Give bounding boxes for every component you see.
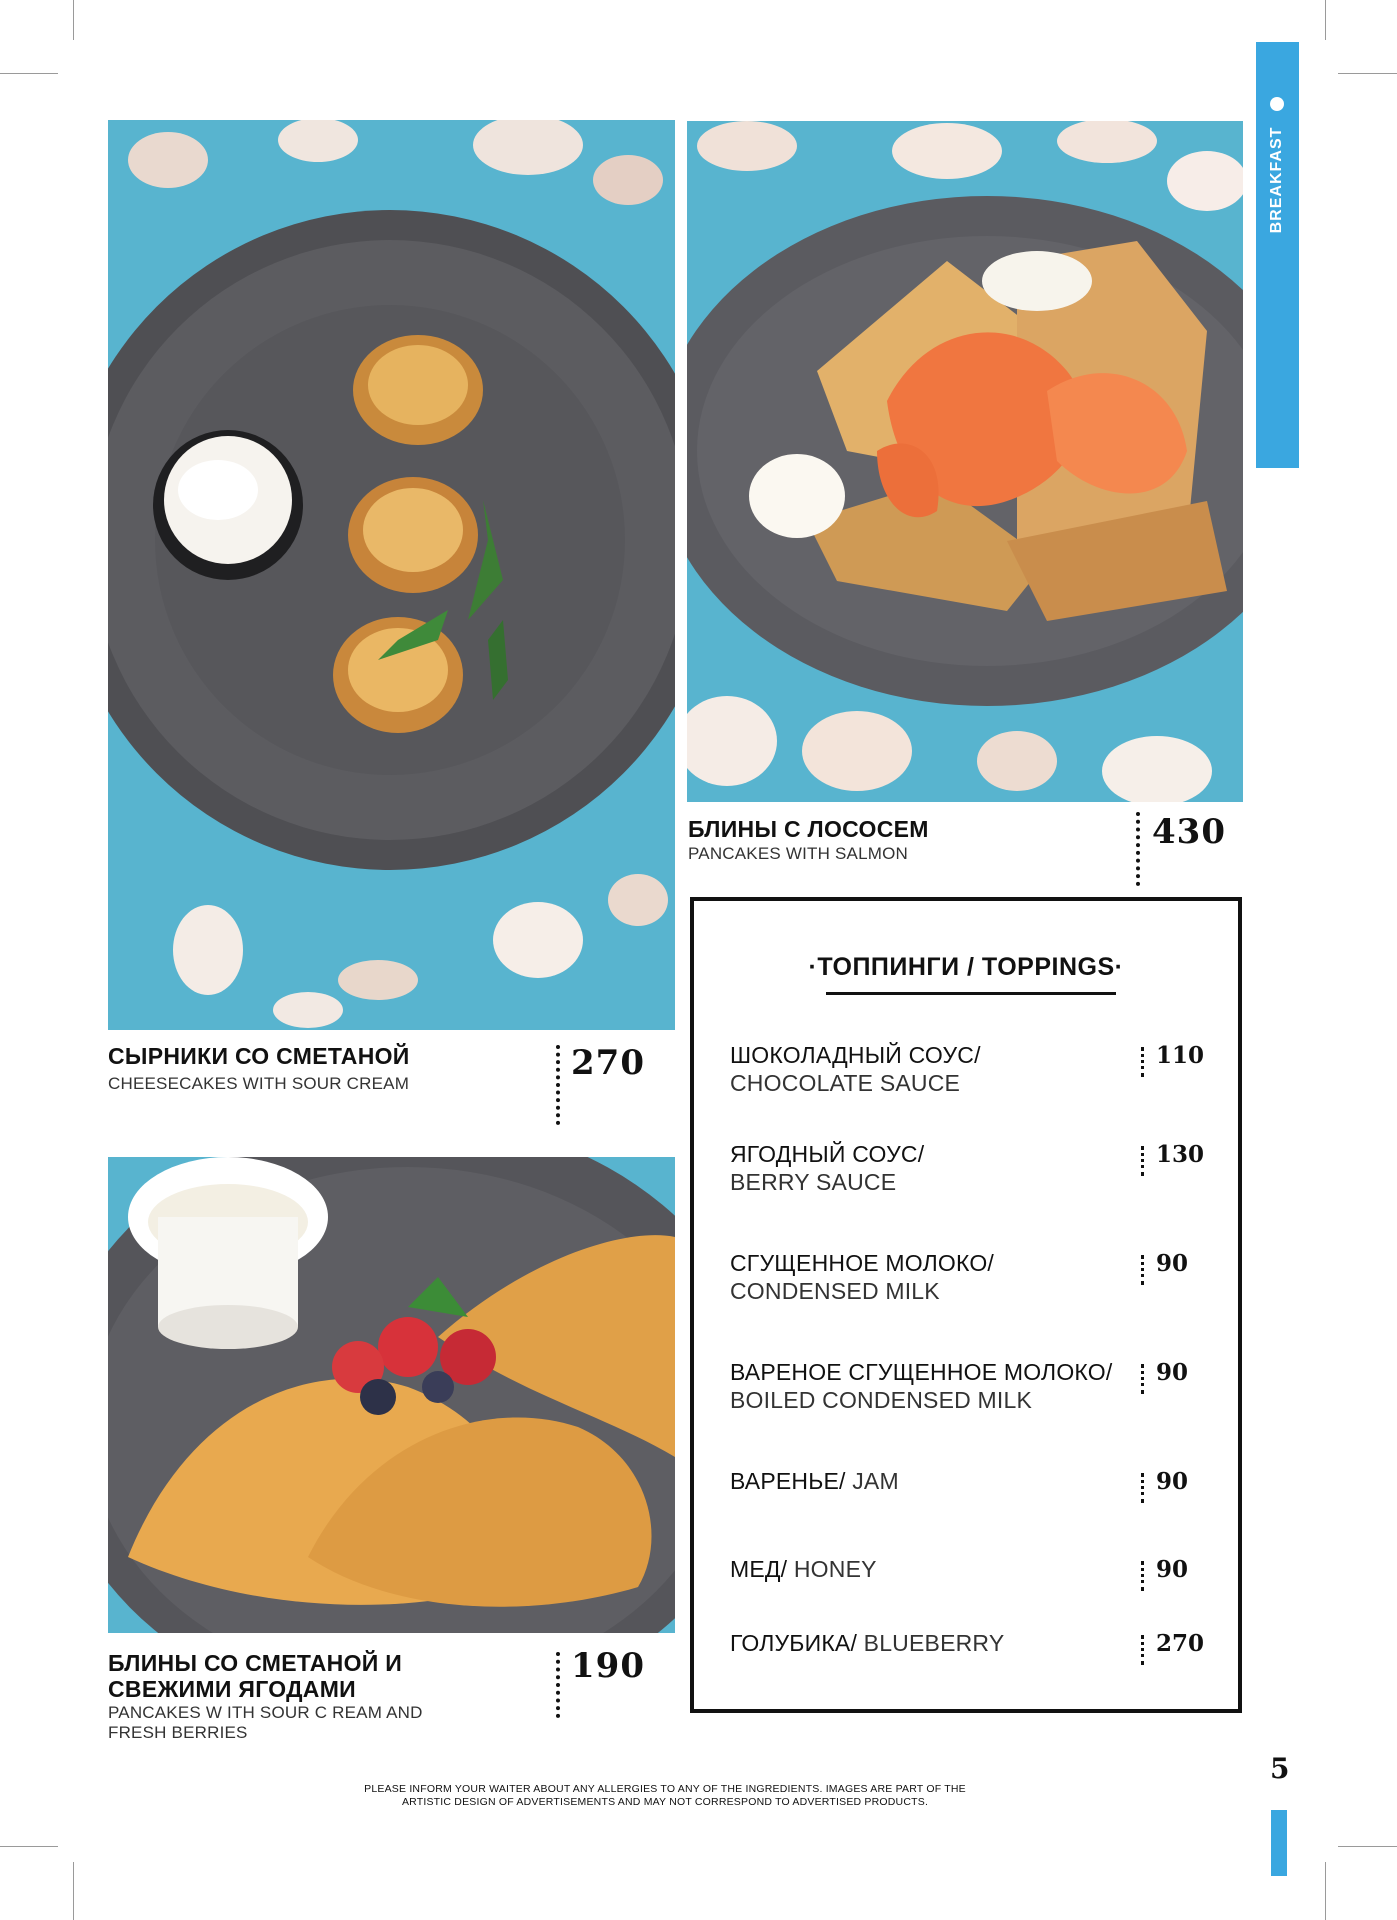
topping-name-ru: ВАРЕНЬЕ/ xyxy=(730,1468,846,1494)
topping-name-ru: ШОКОЛАДНЫЙ СОУС/ xyxy=(730,1042,981,1068)
dish-title-ru: БЛИНЫ С ЛОСОСЕМ xyxy=(688,816,929,842)
dish-price: 270 xyxy=(571,1043,645,1083)
price-divider xyxy=(1141,1047,1147,1077)
topping-item xyxy=(730,1555,1210,1583)
crop-mark xyxy=(0,1846,58,1847)
disclaimer-line: PLEASE INFORM YOUR WAITER ABOUT ANY ALLERGIES TO ANY OF THE INGREDIENTS. IMAGES ARE PART OF THE xyxy=(364,1783,966,1795)
section-dot xyxy=(1270,97,1284,111)
price-divider xyxy=(556,1045,564,1125)
dish-title-en: PANCAKES W ITH SOUR C REAM AND xyxy=(108,1703,423,1722)
topping-name-en: BLUEBERRY xyxy=(857,1630,1005,1656)
salmon-pancakes-photo xyxy=(687,121,1243,802)
crop-mark xyxy=(1338,1846,1397,1847)
topping-name-ru: ВАРЕНОЕ СГУЩЕННОЕ МОЛОКО/ xyxy=(730,1359,1113,1385)
berry-pancakes-photo xyxy=(108,1157,675,1633)
price-divider xyxy=(1141,1255,1147,1285)
allergy-disclaimer xyxy=(350,1783,980,1809)
toppings-box xyxy=(690,897,1242,1713)
price-divider xyxy=(1141,1473,1147,1503)
crop-mark xyxy=(73,0,74,40)
dish-price: 190 xyxy=(571,1646,645,1686)
topping-price: 110 xyxy=(1156,1042,1205,1069)
topping-name-en: CHOCOLATE SAUCE xyxy=(730,1070,961,1096)
topping-item xyxy=(730,1140,1210,1196)
crop-mark xyxy=(73,1862,74,1920)
topping-price: 90 xyxy=(1156,1250,1189,1277)
topping-price: 270 xyxy=(1156,1630,1205,1657)
toppings-title: ·ТОППИНГИ / TOPPINGS· xyxy=(808,953,1124,981)
topping-price: 90 xyxy=(1156,1359,1189,1386)
topping-item xyxy=(730,1629,1210,1657)
topping-name-en: JAM xyxy=(845,1468,899,1494)
price-divider xyxy=(1141,1561,1147,1591)
price-divider xyxy=(1141,1635,1147,1665)
dish-title-ru: БЛИНЫ СО СМЕТАНОЙ И xyxy=(108,1650,403,1676)
dish-title-en: FRESH BERRIES xyxy=(108,1723,248,1742)
toppings-underline xyxy=(826,992,1116,995)
topping-item xyxy=(730,1041,1210,1097)
topping-name-en: HONEY xyxy=(787,1556,877,1582)
price-divider xyxy=(1141,1146,1147,1176)
price-divider xyxy=(556,1652,564,1718)
topping-name-en: CONDENSED MILK xyxy=(730,1278,940,1304)
dish-title-ru: СЫРНИКИ СО СМЕТАНОЙ xyxy=(108,1043,410,1069)
topping-name-ru: МЕД/ xyxy=(730,1556,788,1582)
cheesecakes-photo xyxy=(108,120,675,1030)
topping-item xyxy=(730,1358,1210,1414)
topping-name-ru: ГОЛУБИКА/ xyxy=(730,1630,858,1656)
topping-item xyxy=(730,1467,1210,1495)
topping-name-ru: СГУЩЕННОЕ МОЛОКО/ xyxy=(730,1250,995,1276)
page-number: 5 xyxy=(1270,1752,1290,1785)
section-label: BREAKFAST xyxy=(1268,126,1285,234)
crop-mark xyxy=(1338,73,1397,74)
crop-mark xyxy=(0,73,58,74)
topping-item xyxy=(730,1249,1210,1305)
page-tab xyxy=(1271,1810,1287,1876)
dish-title-en: CHEESECAKES WITH SOUR CREAM xyxy=(108,1074,410,1093)
price-divider xyxy=(1141,1364,1147,1394)
topping-price: 90 xyxy=(1156,1556,1189,1583)
topping-price: 130 xyxy=(1156,1141,1205,1168)
topping-name-en: BERRY SAUCE xyxy=(730,1169,897,1195)
disclaimer-line: ARTISTIC DESIGN OF ADVERTISEMENTS AND MAY NOT CORRESPOND TO ADVERTISED PRODUCTS. xyxy=(401,1796,929,1808)
crop-mark xyxy=(1325,1862,1326,1920)
topping-name-en: BOILED CONDENSED MILK xyxy=(730,1387,1032,1413)
topping-name-ru: ЯГОДНЫЙ СОУС/ xyxy=(730,1141,925,1167)
topping-price: 90 xyxy=(1156,1468,1189,1495)
dish-title-ru: СВЕЖИМИ ЯГОДАМИ xyxy=(108,1676,356,1702)
dish-title-en: PANCAKES WITH SALMON xyxy=(688,844,908,863)
dish-price: 430 xyxy=(1152,812,1226,852)
price-divider xyxy=(1136,812,1144,886)
crop-mark xyxy=(1325,0,1326,40)
